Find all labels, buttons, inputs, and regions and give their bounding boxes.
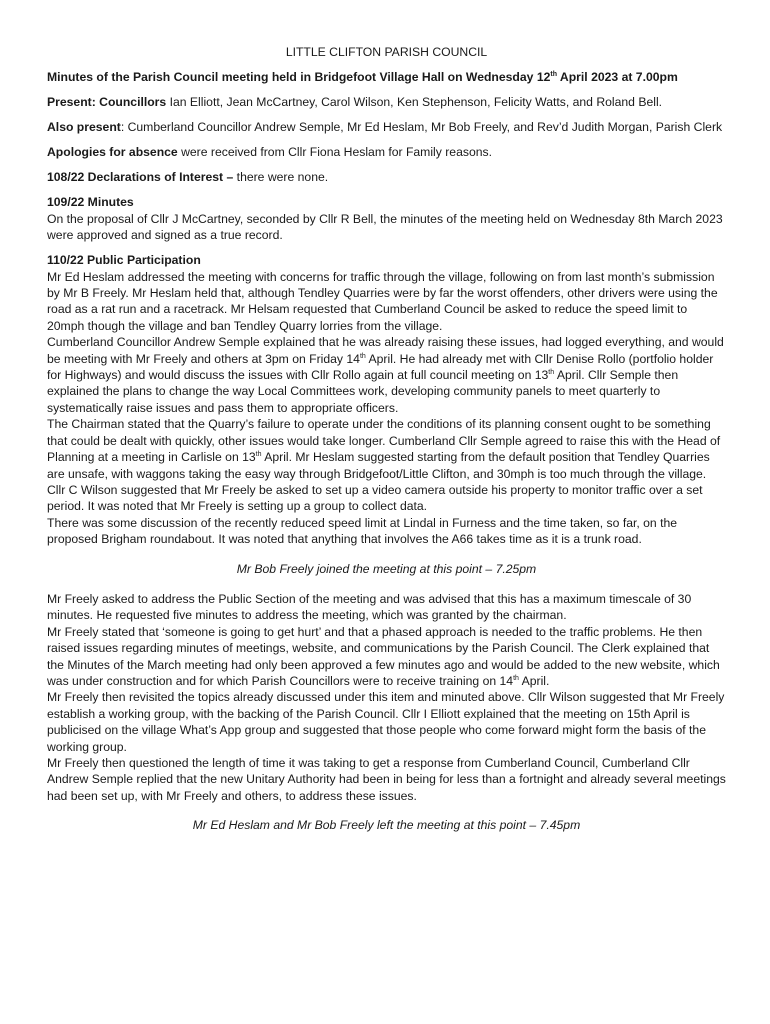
pp-paragraph-3	[47, 416, 726, 482]
pp-paragraph-4: Cllr C Wilson suggested that Mr Freely be asked to set up a video camera outside his property to monitor traffic over a set period. It was noted that Mr Freely is setting up a group to collect data.	[47, 482, 703, 514]
present-line	[47, 94, 726, 110]
pp-p2-sup1: th	[359, 352, 366, 360]
freely-section	[47, 591, 726, 804]
present-label: Present: Councillors	[47, 95, 167, 110]
declarations-line	[47, 169, 726, 185]
freely-paragraph-3: Mr Freely then revisited the topics already discussed under this item and minuted above. Cllr Wilson suggested that Mr Freely establish a working group, with the backing of the Parish Council. Cllr I Elliott explained that the meeting on 15th April is publicised on the village What’s App group and suggested that those people who come forward might form the basis of the working group.	[47, 690, 725, 754]
meeting-line	[47, 69, 726, 85]
pp-paragraph-5: There was some discussion of the recently reduced speed limit at Lindal in Furness and the time taken, so far, on the proposed Brigham roundabout. It was noted that anything that involves the A66 takes time as it is a trunk road.	[47, 515, 678, 547]
pp-paragraph-2	[47, 334, 726, 416]
pp-p2-a: Cumberland Councillor Andrew Semple explained that he was already raising these issues, had logged everything, and would be meeting with Mr Freely and others at 3pm on Friday 14	[47, 335, 724, 366]
also-present-label: Also present	[47, 120, 121, 135]
declarations-text: there were none.	[233, 170, 329, 185]
minutes-text: On the proposal of Cllr J McCartney, seconded by Cllr R Bell, the minutes of the meeting held on Wednesday 8th March 2023 were approved and signed as a true record.	[47, 211, 723, 243]
freely-paragraph-4: Mr Freely then questioned the length of time it was taking to get a response from Cumberland Council, Cumberland Cllr Andrew Semple replied that the new Unitary Authority had been in being for less than a fortnight and already several meetings had been set up, with Mr Freely and others, to address these issues.	[47, 756, 726, 803]
freely-p2-sup: th	[513, 674, 519, 682]
minutes-heading: 109/22 Minutes	[47, 195, 134, 210]
note-heslam-freely-left: Mr Ed Heslam and Mr Bob Freely left the meeting at this point – 7.45pm	[192, 818, 581, 833]
also-present-text: : Cumberland Councillor Andrew Semple, Mr Ed Heslam, Mr Bob Freely, and Rev’d Judith Morgan, Parish Clerk	[120, 120, 723, 135]
apologies-text: were received from Cllr Fiona Heslam for Family reasons.	[177, 145, 492, 160]
pp-p2-c: April. Cllr Semple then explained the plans to change the way Local Committees work, developing community panels to meet quarterly to systematically raise issues and pass them to appropriate officers.	[47, 368, 679, 415]
apologies-line	[47, 144, 726, 160]
present-text: Ian Elliott, Jean McCartney, Carol Wilson, Ken Stephenson, Felicity Watts, and Roland Bell.	[166, 95, 663, 110]
pp-p3-b: April. Mr Heslam suggested starting from the default position that Tendley Quarries are unsafe, with waggons taking the easy way through Bridgefoot/Little Clifton, and 30mph is too much through the village.	[47, 450, 710, 481]
minutes-section	[47, 194, 726, 243]
meeting-line-post: April 2023 at 7.00pm	[557, 70, 678, 85]
meeting-line-pre: Minutes of the Parish Council meeting held in Bridgefoot Village Hall on Wednesday 12	[47, 70, 551, 85]
apologies-label: Apologies for absence	[47, 145, 178, 160]
pp-p3-a: The Chairman stated that the Quarry’s failure to operate under the conditions of its planning consent ought to be something that could be dealt with quickly, other issues would take longer. Cumberland Cllr Semple agreed to raise this with the Head of Planning at a meeting in Carlisle on 13	[47, 417, 721, 465]
note-freely-joined: Mr Bob Freely joined the meeting at this point – 7.25pm	[236, 561, 537, 576]
public-participation-heading: 110/22 Public Participation	[47, 253, 201, 268]
public-participation-section	[47, 252, 726, 547]
declarations-label: 108/22 Declarations of Interest –	[47, 170, 234, 185]
pp-p2-b: April. He had already met with Cllr Denise Rollo (portfolio holder for Highways) and would discuss the issues with Cllr Rollo again at full council meeting on 13	[47, 351, 714, 383]
freely-paragraph-2	[47, 624, 726, 690]
also-present-line	[47, 119, 726, 135]
council-title: LITTLE CLIFTON PARISH COUNCIL	[285, 45, 488, 59]
freely-paragraph-1: Mr Freely asked to address the Public Section of the meeting and was advised that this has a maximum timescale of 30 minutes. He requested five minutes to address the meeting, which was granted by the chairman.	[47, 591, 692, 623]
pp-paragraph-1: Mr Ed Heslam addressed the meeting with concerns for traffic through the village, following on from last month’s submission by Mr B Freely. Mr Heslam held that, although Tendley Quarries were by far the worst offenders, other drivers were using the road as a rat run and a racetrack. Mr Helsam requested that Cumberland Council be asked to reduce the speed limit to 20mph though the village and ban Tendley Quarry lorries from the village.	[47, 269, 718, 333]
freely-p2-a: Mr Freely stated that ‘someone is going to get hurt’ and that a phased approach is needed to the traffic problems. He then raised issues regarding minutes of meetings, website, and communications by the Parish Council. The Clerk explained that the Minutes of the March meeting had only been approved a few minutes ago and would be added to the new website, which was under construction and for which Parish Councillors were to receive training on 14	[47, 624, 720, 688]
freely-p2-b: April.	[518, 673, 550, 688]
pp-p2-sup2: th	[548, 369, 555, 376]
pp-p3-sup: th	[255, 451, 262, 459]
meeting-line-sup: th	[550, 71, 557, 79]
